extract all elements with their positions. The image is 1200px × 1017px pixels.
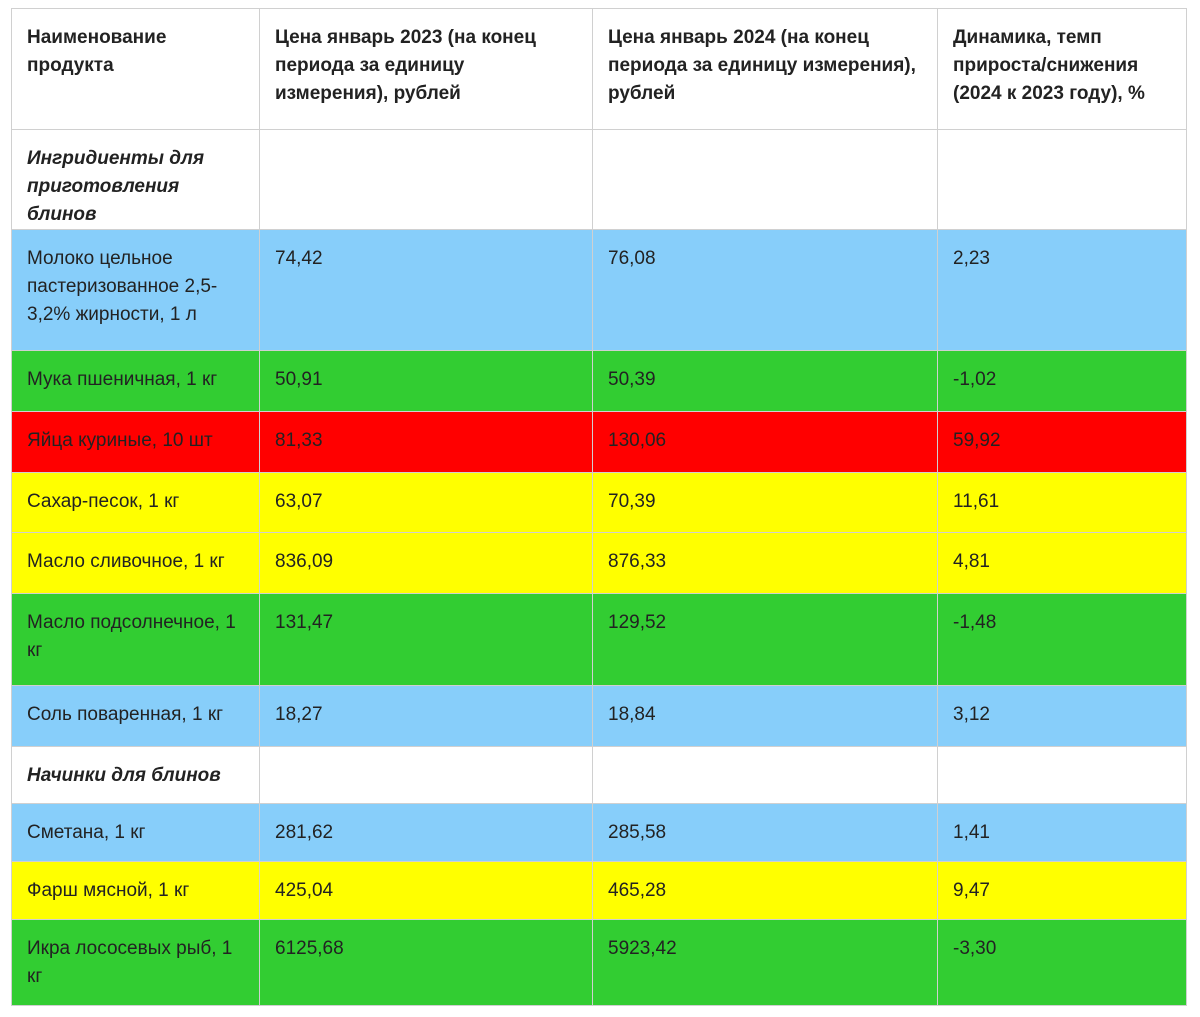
change-percent-cell: -1,48 [938, 594, 1187, 686]
product-name-cell: Икра лососевых рыб, 1 кг [12, 920, 260, 1006]
product-name-cell: Молоко цельное пастеризованное 2,5-3,2% жирности, 1 л [12, 230, 260, 351]
price-2024-cell: 130,06 [593, 412, 938, 473]
product-name-cell: Фарш мясной, 1 кг [12, 862, 260, 920]
price-2023-cell [260, 130, 593, 230]
table-row [12, 804, 1187, 862]
change-percent-cell: 11,61 [938, 473, 1187, 533]
table-row [12, 862, 1187, 920]
price-2023-cell: 425,04 [260, 862, 593, 920]
change-percent-cell: -3,30 [938, 920, 1187, 1006]
header-product-name: Наименование продукта [12, 9, 260, 130]
change-percent-cell: 3,12 [938, 686, 1187, 747]
change-percent-cell: 9,47 [938, 862, 1187, 920]
table-body [12, 130, 1187, 1006]
change-percent-cell: -1,02 [938, 351, 1187, 412]
product-name-cell: Масло подсолнечное, 1 кг [12, 594, 260, 686]
price-2024-cell: 465,28 [593, 862, 938, 920]
price-2024-cell: 876,33 [593, 533, 938, 594]
price-2023-cell: 18,27 [260, 686, 593, 747]
price-2024-cell [593, 130, 938, 230]
table-row [12, 920, 1187, 1006]
price-2024-cell: 129,52 [593, 594, 938, 686]
table-row [12, 594, 1187, 686]
price-2023-cell: 81,33 [260, 412, 593, 473]
change-percent-cell: 1,41 [938, 804, 1187, 862]
change-percent-cell: 2,23 [938, 230, 1187, 351]
price-2024-cell: 285,58 [593, 804, 938, 862]
price-2023-cell: 63,07 [260, 473, 593, 533]
price-2023-cell: 131,47 [260, 594, 593, 686]
table-row [12, 351, 1187, 412]
table-row [12, 230, 1187, 351]
change-percent-cell [938, 130, 1187, 230]
price-2023-cell: 6125,68 [260, 920, 593, 1006]
change-percent-cell: 59,92 [938, 412, 1187, 473]
price-2023-cell: 836,09 [260, 533, 593, 594]
product-name-cell: Масло сливочное, 1 кг [12, 533, 260, 594]
section-title: Начинки для блинов [12, 747, 260, 804]
section-row [12, 130, 1187, 230]
price-2023-cell [260, 747, 593, 804]
change-percent-cell [938, 747, 1187, 804]
table-row [12, 412, 1187, 473]
price-2023-cell: 74,42 [260, 230, 593, 351]
table-row [12, 686, 1187, 747]
price-2024-cell: 76,08 [593, 230, 938, 351]
header-change-percent: Динамика, темп прироста/снижения (2024 к 2023 году), % [938, 9, 1187, 130]
header-price-2024: Цена январь 2024 (на конец периода за единицу измерения), рублей [593, 9, 938, 130]
header-price-2023: Цена январь 2023 (на конец периода за единицу измерения), рублей [260, 9, 593, 130]
table-row [12, 473, 1187, 533]
price-2024-cell: 50,39 [593, 351, 938, 412]
product-name-cell: Соль поваренная, 1 кг [12, 686, 260, 747]
change-percent-cell: 4,81 [938, 533, 1187, 594]
price-table [11, 8, 1187, 1006]
price-2024-cell: 5923,42 [593, 920, 938, 1006]
price-2024-cell: 70,39 [593, 473, 938, 533]
product-name-cell: Яйца куриные, 10 шт [12, 412, 260, 473]
price-2024-cell: 18,84 [593, 686, 938, 747]
section-row [12, 747, 1187, 804]
price-2024-cell [593, 747, 938, 804]
price-2023-cell: 281,62 [260, 804, 593, 862]
table-row [12, 533, 1187, 594]
product-name-cell: Сметана, 1 кг [12, 804, 260, 862]
header-row [12, 9, 1187, 130]
section-title: Ингридиенты для приготовления блинов [12, 130, 260, 230]
product-name-cell: Сахар-песок, 1 кг [12, 473, 260, 533]
price-2023-cell: 50,91 [260, 351, 593, 412]
product-name-cell: Мука пшеничная, 1 кг [12, 351, 260, 412]
